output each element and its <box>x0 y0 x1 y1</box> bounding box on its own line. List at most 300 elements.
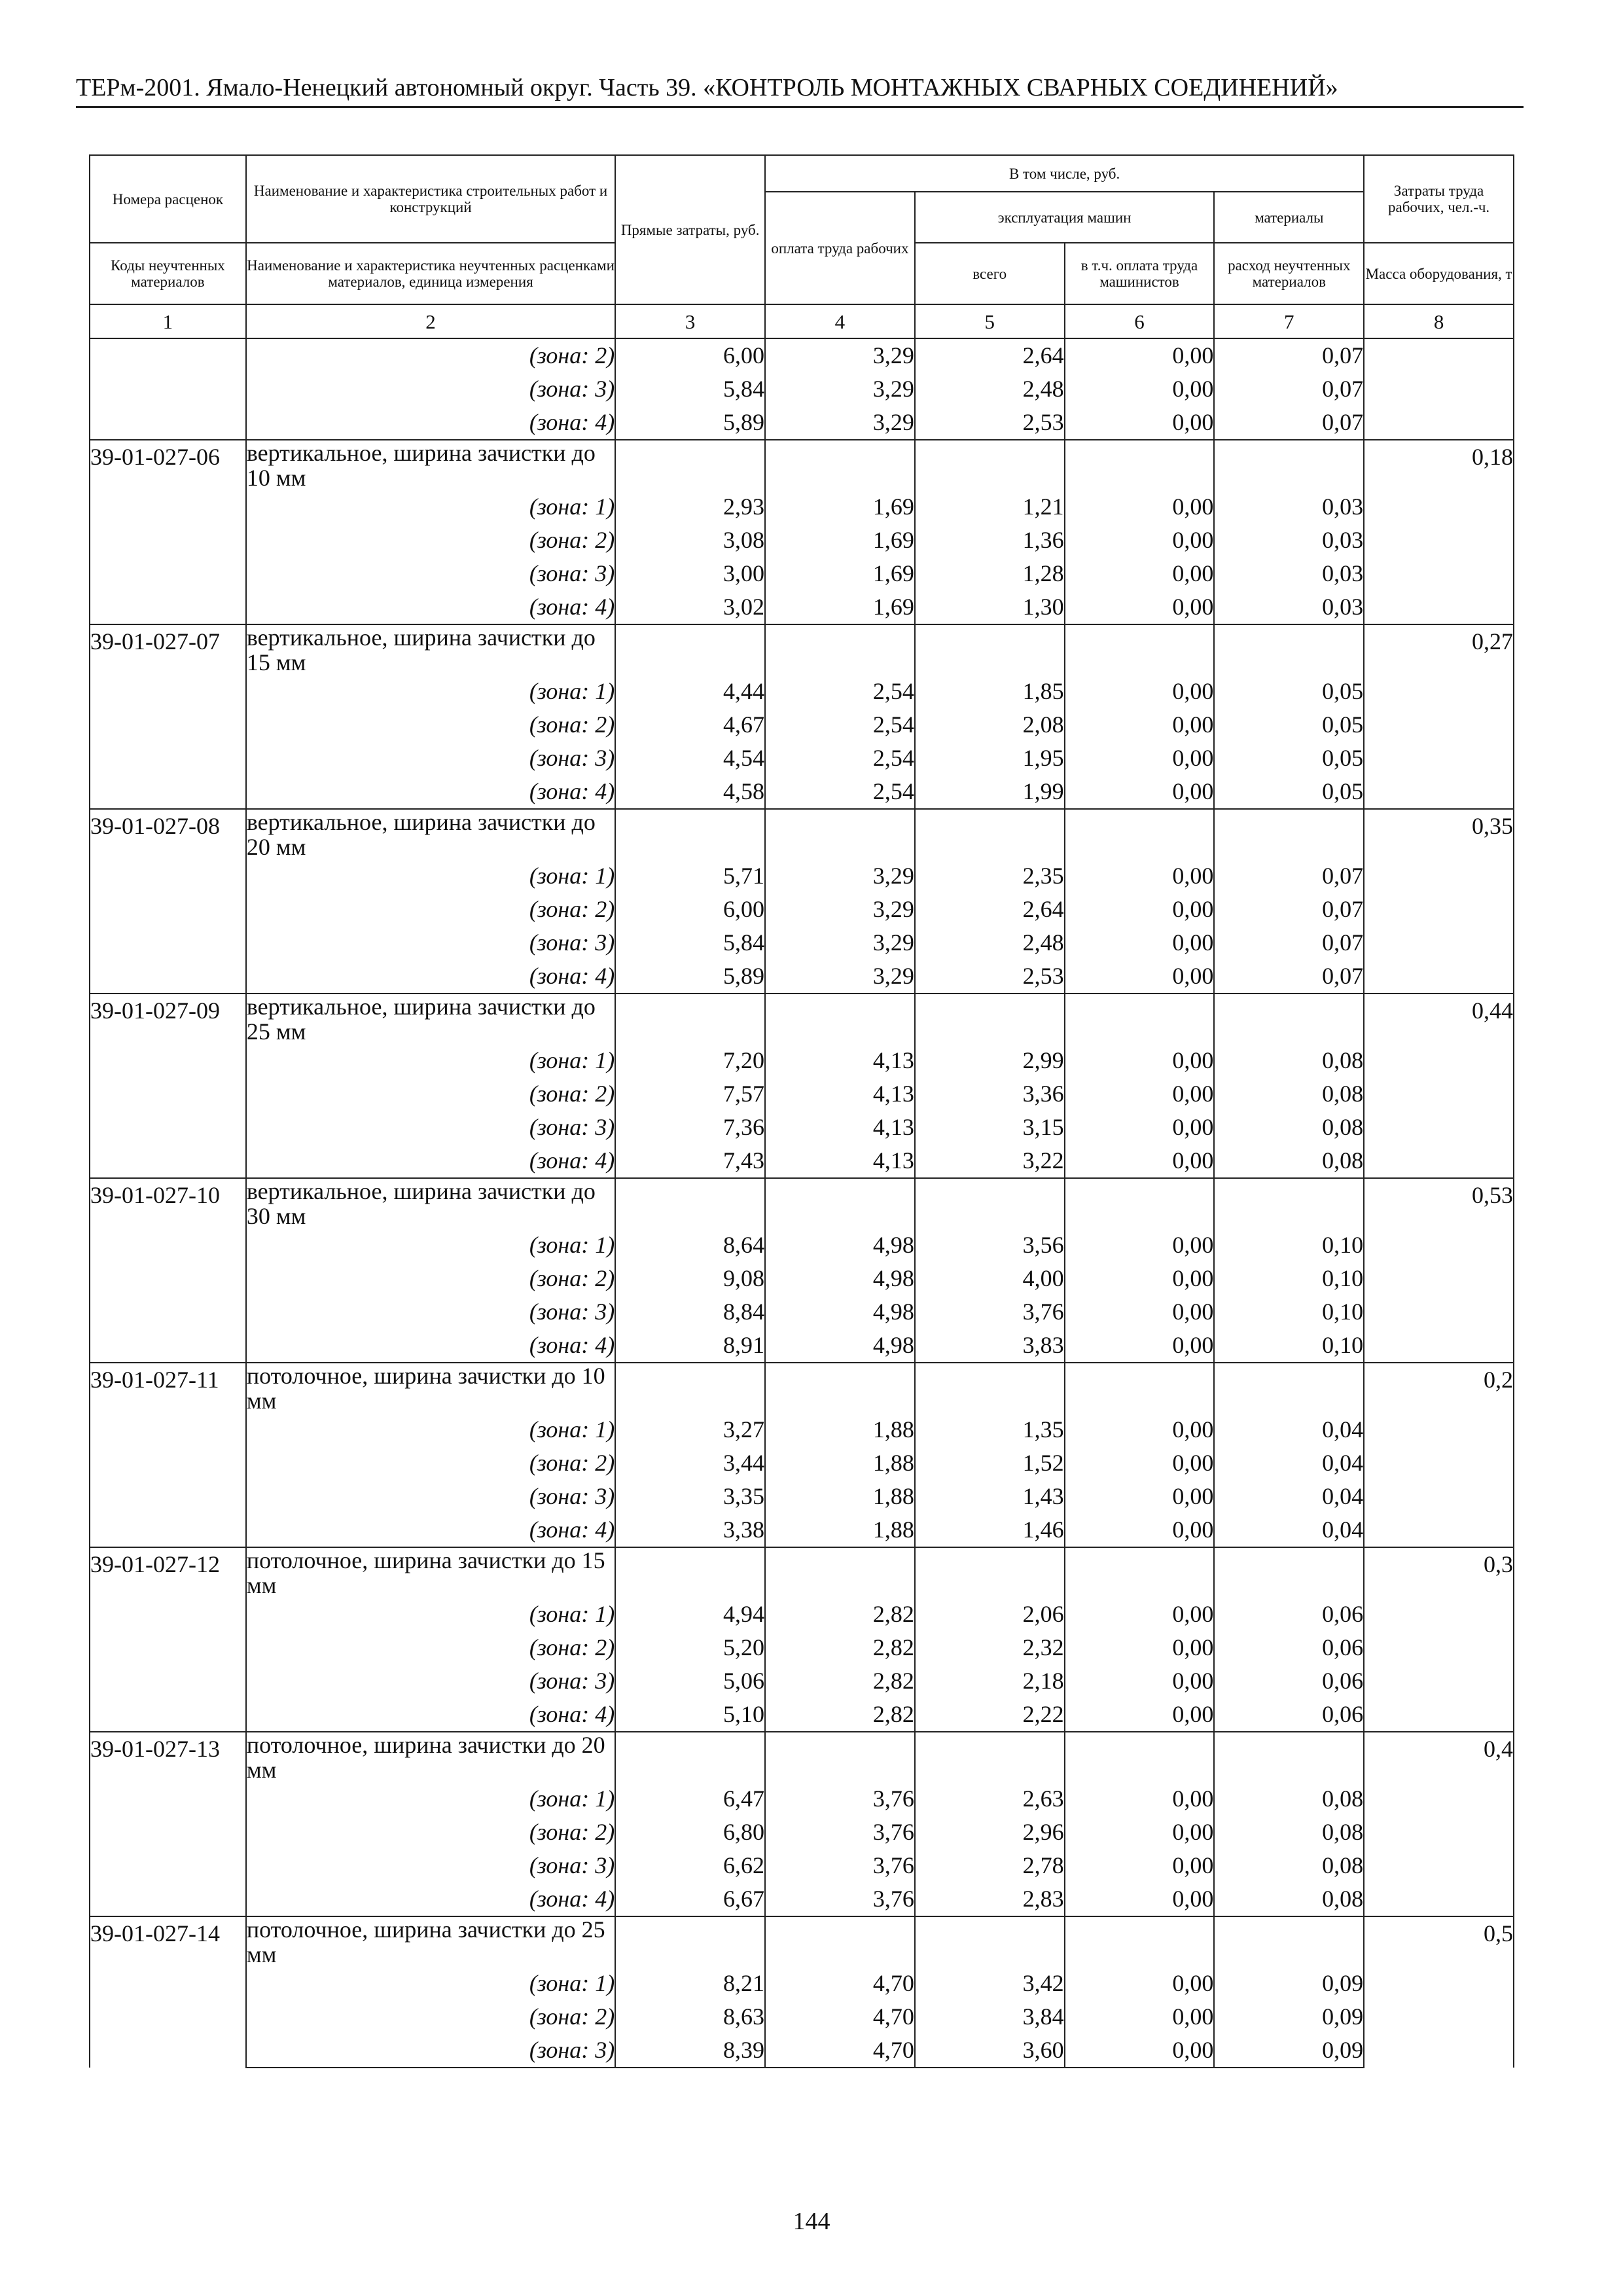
materials: 0,07 <box>1214 338 1364 372</box>
table-row <box>90 1044 1514 1077</box>
machines-total: 1,28 <box>915 557 1065 590</box>
head-material-names: Наименование и характеристика неучтенных расценками материалов, единица измерения <box>246 243 615 304</box>
table-row <box>90 338 1514 372</box>
direct-costs: 3,35 <box>615 1480 765 1513</box>
machines-total: 4,00 <box>915 1262 1065 1295</box>
empty-cell <box>1214 1732 1364 1782</box>
table-row <box>90 406 1514 440</box>
materials: 0,08 <box>1214 1816 1364 1849</box>
materials: 0,06 <box>1214 1598 1364 1631</box>
direct-costs: 6,62 <box>615 1849 765 1882</box>
workers-pay: 2,54 <box>765 742 915 775</box>
empty-cell <box>1214 809 1364 859</box>
machinists-pay: 0,00 <box>1065 1446 1215 1480</box>
zone-label: (зона: 3) <box>246 1480 615 1513</box>
table-row <box>90 372 1514 406</box>
machines-total: 3,76 <box>915 1295 1065 1329</box>
table-row <box>90 1413 1514 1446</box>
materials: 0,08 <box>1214 1882 1364 1916</box>
empty-cell <box>615 1547 765 1598</box>
direct-costs: 7,43 <box>615 1144 765 1178</box>
zone-label: (зона: 2) <box>246 708 615 742</box>
direct-costs: 5,06 <box>615 1664 765 1698</box>
workers-pay: 4,13 <box>765 1044 915 1077</box>
zone-label: (зона: 4) <box>246 1698 615 1732</box>
empty-cell <box>1214 624 1364 675</box>
materials: 0,03 <box>1214 590 1364 624</box>
labor-hours <box>1364 338 1514 440</box>
empty-cell <box>615 1916 765 1967</box>
materials: 0,03 <box>1214 490 1364 524</box>
labor-hours: 0,3 <box>1364 1547 1514 1732</box>
workers-pay: 4,13 <box>765 1077 915 1111</box>
workers-pay: 2,82 <box>765 1698 915 1732</box>
empty-cell <box>1214 1363 1364 1413</box>
direct-costs: 4,58 <box>615 775 765 809</box>
zone-label: (зона: 3) <box>246 2034 615 2068</box>
machinists-pay: 0,00 <box>1065 1698 1215 1732</box>
zone-label: (зона: 1) <box>246 859 615 893</box>
zone-label: (зона: 4) <box>246 775 615 809</box>
zone-label: (зона: 1) <box>246 675 615 708</box>
materials: 0,08 <box>1214 1111 1364 1144</box>
empty-cell <box>915 1178 1065 1229</box>
machinists-pay: 0,00 <box>1065 675 1215 708</box>
zone-label: (зона: 2) <box>246 1262 615 1295</box>
work-name: вертикальное, ширина зачистки до 10 мм <box>246 440 615 490</box>
materials: 0,10 <box>1214 1329 1364 1363</box>
table-row <box>90 1480 1514 1513</box>
work-name: потолочное, ширина зачистки до 25 мм <box>246 1916 615 1967</box>
workers-pay: 3,29 <box>765 859 915 893</box>
empty-cell <box>765 1178 915 1229</box>
machinists-pay: 0,00 <box>1065 708 1215 742</box>
materials: 0,09 <box>1214 1967 1364 2000</box>
workers-pay: 4,98 <box>765 1262 915 1295</box>
zone-label: (зона: 2) <box>246 1446 615 1480</box>
rates-table <box>89 154 1514 2068</box>
direct-costs: 3,44 <box>615 1446 765 1480</box>
zone-label: (зона: 4) <box>246 1144 615 1178</box>
machines-total: 3,83 <box>915 1329 1065 1363</box>
workers-pay: 3,29 <box>765 338 915 372</box>
materials: 0,06 <box>1214 1631 1364 1664</box>
materials: 0,04 <box>1214 1513 1364 1547</box>
machinists-pay: 0,00 <box>1065 1513 1215 1547</box>
machinists-pay: 0,00 <box>1065 1480 1215 1513</box>
machines-total: 1,46 <box>915 1513 1065 1547</box>
empty-cell <box>765 1363 915 1413</box>
machines-total: 2,48 <box>915 372 1065 406</box>
table-row <box>90 1329 1514 1363</box>
head-unaccounted-materials: расход неучтенных материалов <box>1214 243 1364 304</box>
empty-cell <box>615 1732 765 1782</box>
zone-label: (зона: 2) <box>246 524 615 557</box>
empty-cell <box>765 440 915 490</box>
machinists-pay: 0,00 <box>1065 1882 1215 1916</box>
zone-label: (зона: 3) <box>246 557 615 590</box>
workers-pay: 4,13 <box>765 1111 915 1144</box>
machines-total: 3,22 <box>915 1144 1065 1178</box>
machinists-pay: 0,00 <box>1065 1598 1215 1631</box>
table-row <box>90 1732 1514 1782</box>
table-row <box>90 859 1514 893</box>
machines-total: 1,43 <box>915 1480 1065 1513</box>
empty-cell <box>615 809 765 859</box>
empty-cell <box>1214 1178 1364 1229</box>
table-body <box>90 338 1514 2068</box>
column-numbers-row <box>90 304 1514 338</box>
materials: 0,08 <box>1214 1782 1364 1816</box>
empty-cell <box>765 1547 915 1598</box>
column-number: 1 <box>90 304 246 338</box>
rate-code: 39-01-027-10 <box>90 1178 246 1363</box>
workers-pay: 2,54 <box>765 708 915 742</box>
workers-pay: 1,88 <box>765 1413 915 1446</box>
materials: 0,08 <box>1214 1077 1364 1111</box>
table-row <box>90 893 1514 926</box>
machines-total: 2,06 <box>915 1598 1065 1631</box>
table-row <box>90 1816 1514 1849</box>
direct-costs: 3,02 <box>615 590 765 624</box>
materials: 0,08 <box>1214 1144 1364 1178</box>
rate-code: 39-01-027-06 <box>90 440 246 624</box>
head-machinists-pay: в т.ч. оплата труда машинистов <box>1065 243 1215 304</box>
machinists-pay: 0,00 <box>1065 338 1215 372</box>
table-row <box>90 1598 1514 1631</box>
work-name: вертикальное, ширина зачистки до 30 мм <box>246 1178 615 1229</box>
machinists-pay: 0,00 <box>1065 893 1215 926</box>
rate-code: 39-01-027-12 <box>90 1547 246 1732</box>
machines-total: 1,85 <box>915 675 1065 708</box>
zone-label: (зона: 3) <box>246 1295 615 1329</box>
machinists-pay: 0,00 <box>1065 590 1215 624</box>
zone-label: (зона: 3) <box>246 1111 615 1144</box>
table-row <box>90 1547 1514 1598</box>
machinists-pay: 0,00 <box>1065 1816 1215 1849</box>
table-row <box>90 926 1514 960</box>
head-including: В том числе, руб. <box>765 155 1364 192</box>
column-number: 3 <box>615 304 765 338</box>
empty-cell <box>1214 1916 1364 1967</box>
materials: 0,07 <box>1214 893 1364 926</box>
table-row <box>90 1178 1514 1229</box>
table-head <box>90 155 1514 338</box>
direct-costs: 5,89 <box>615 960 765 994</box>
zone-label: (зона: 1) <box>246 1413 615 1446</box>
table-row <box>90 1782 1514 1816</box>
zone-label: (зона: 1) <box>246 1229 615 1262</box>
table-row <box>90 994 1514 1044</box>
machines-total: 2,78 <box>915 1849 1065 1882</box>
zone-label: (зона: 4) <box>246 406 615 440</box>
zone-label: (зона: 1) <box>246 1044 615 1077</box>
empty-cell <box>1065 1363 1215 1413</box>
empty-cell <box>915 1732 1065 1782</box>
workers-pay: 2,82 <box>765 1631 915 1664</box>
direct-costs: 5,20 <box>615 1631 765 1664</box>
materials: 0,03 <box>1214 524 1364 557</box>
zone-label: (зона: 2) <box>246 1816 615 1849</box>
head-equipment-mass: Масса оборудования, т <box>1364 243 1514 304</box>
machinists-pay: 0,00 <box>1065 406 1215 440</box>
machines-total: 2,35 <box>915 859 1065 893</box>
work-name: потолочное, ширина зачистки до 20 мм <box>246 1732 615 1782</box>
materials: 0,04 <box>1214 1446 1364 1480</box>
machines-total: 3,42 <box>915 1967 1065 2000</box>
direct-costs: 8,84 <box>615 1295 765 1329</box>
direct-costs: 8,64 <box>615 1229 765 1262</box>
materials: 0,07 <box>1214 406 1364 440</box>
empty-cell <box>765 624 915 675</box>
machinists-pay: 0,00 <box>1065 742 1215 775</box>
running-header: ТЕРм-2001. Ямало-Ненецкий автономный округ. Часть 39. «КОНТРОЛЬ МОНТАЖНЫХ СВАРНЫХ СОЕДИНЕНИЙ» <box>76 74 1338 101</box>
zone-label: (зона: 4) <box>246 960 615 994</box>
machinists-pay: 0,00 <box>1065 1144 1215 1178</box>
empty-cell <box>615 440 765 490</box>
machines-total: 2,53 <box>915 960 1065 994</box>
head-materials: материалы <box>1214 192 1364 243</box>
workers-pay: 1,88 <box>765 1480 915 1513</box>
table-row <box>90 524 1514 557</box>
table-row <box>90 1144 1514 1178</box>
machinists-pay: 0,00 <box>1065 1262 1215 1295</box>
machinists-pay: 0,00 <box>1065 1413 1215 1446</box>
machines-total: 1,99 <box>915 775 1065 809</box>
head-labor-hours: Затраты труда рабочих, чел.-ч. <box>1364 155 1514 243</box>
zone-label: (зона: 2) <box>246 893 615 926</box>
workers-pay: 2,82 <box>765 1598 915 1631</box>
machines-total: 3,36 <box>915 1077 1065 1111</box>
machinists-pay: 0,00 <box>1065 775 1215 809</box>
empty-cell <box>615 1363 765 1413</box>
column-number: 5 <box>915 304 1065 338</box>
workers-pay: 4,70 <box>765 2000 915 2034</box>
empty-cell <box>1065 994 1215 1044</box>
workers-pay: 2,82 <box>765 1664 915 1698</box>
head-material-codes: Коды неучтенных материалов <box>90 243 246 304</box>
machinists-pay: 0,00 <box>1065 1631 1215 1664</box>
machines-total: 1,35 <box>915 1413 1065 1446</box>
empty-cell <box>915 809 1065 859</box>
labor-hours: 0,2 <box>1364 1363 1514 1547</box>
machinists-pay: 0,00 <box>1065 1044 1215 1077</box>
machinists-pay: 0,00 <box>1065 1664 1215 1698</box>
machines-total: 2,32 <box>915 1631 1065 1664</box>
workers-pay: 4,98 <box>765 1229 915 1262</box>
rate-code: 39-01-027-13 <box>90 1732 246 1916</box>
zone-label: (зона: 2) <box>246 1077 615 1111</box>
zone-label: (зона: 1) <box>246 1598 615 1631</box>
machinists-pay: 0,00 <box>1065 490 1215 524</box>
direct-costs: 4,54 <box>615 742 765 775</box>
labor-hours: 0,35 <box>1364 809 1514 994</box>
work-name: потолочное, ширина зачистки до 15 мм <box>246 1547 615 1598</box>
materials: 0,05 <box>1214 775 1364 809</box>
workers-pay: 3,29 <box>765 406 915 440</box>
machines-total: 3,56 <box>915 1229 1065 1262</box>
table-row <box>90 1849 1514 1882</box>
machinists-pay: 0,00 <box>1065 557 1215 590</box>
direct-costs: 6,00 <box>615 893 765 926</box>
direct-costs: 8,39 <box>615 2034 765 2068</box>
labor-hours: 0,4 <box>1364 1732 1514 1916</box>
direct-costs: 3,38 <box>615 1513 765 1547</box>
machinists-pay: 0,00 <box>1065 1782 1215 1816</box>
empty-cell <box>1065 1732 1215 1782</box>
empty-cell <box>1065 1916 1215 1967</box>
table-row <box>90 1698 1514 1732</box>
workers-pay: 4,98 <box>765 1295 915 1329</box>
table-row <box>90 1882 1514 1916</box>
materials: 0,10 <box>1214 1295 1364 1329</box>
direct-costs: 2,93 <box>615 490 765 524</box>
table-row <box>90 1664 1514 1698</box>
materials: 0,05 <box>1214 708 1364 742</box>
workers-pay: 1,69 <box>765 590 915 624</box>
zone-label: (зона: 3) <box>246 1664 615 1698</box>
head-machines-total: всего <box>915 243 1065 304</box>
machines-total: 2,22 <box>915 1698 1065 1732</box>
workers-pay: 1,69 <box>765 557 915 590</box>
zone-label: (зона: 4) <box>246 1329 615 1363</box>
zone-label: (зона: 2) <box>246 1631 615 1664</box>
rate-code: 39-01-027-11 <box>90 1363 246 1547</box>
materials: 0,08 <box>1214 1849 1364 1882</box>
head-direct-costs: Прямые затраты, руб. <box>615 155 765 304</box>
machinists-pay: 0,00 <box>1065 2034 1215 2068</box>
machines-total: 2,64 <box>915 338 1065 372</box>
machines-total: 1,30 <box>915 590 1065 624</box>
direct-costs: 5,84 <box>615 372 765 406</box>
workers-pay: 3,76 <box>765 1849 915 1882</box>
zone-label: (зона: 1) <box>246 1967 615 2000</box>
machinists-pay: 0,00 <box>1065 1077 1215 1111</box>
empty-cell <box>765 1732 915 1782</box>
labor-hours: 0,18 <box>1364 440 1514 624</box>
labor-hours: 0,44 <box>1364 994 1514 1178</box>
table-row <box>90 1229 1514 1262</box>
table-row <box>90 809 1514 859</box>
empty-cell <box>915 1363 1065 1413</box>
column-number: 2 <box>246 304 615 338</box>
table-row <box>90 1295 1514 1329</box>
workers-pay: 4,13 <box>765 1144 915 1178</box>
empty-cell <box>915 1916 1065 1967</box>
materials: 0,07 <box>1214 960 1364 994</box>
direct-costs: 4,44 <box>615 675 765 708</box>
head-work-name: Наименование и характеристика строительных работ и конструкций <box>246 155 615 243</box>
direct-costs: 8,21 <box>615 1967 765 2000</box>
direct-costs: 6,47 <box>615 1782 765 1816</box>
materials: 0,04 <box>1214 1480 1364 1513</box>
table-row <box>90 557 1514 590</box>
direct-costs: 4,94 <box>615 1598 765 1631</box>
workers-pay: 1,69 <box>765 524 915 557</box>
empty-cell <box>1065 809 1215 859</box>
head-machines: эксплуатация машин <box>915 192 1215 243</box>
machinists-pay: 0,00 <box>1065 1849 1215 1882</box>
empty-cell <box>1214 440 1364 490</box>
zone-label: (зона: 2) <box>246 338 615 372</box>
table-row <box>90 1513 1514 1547</box>
table-row <box>90 624 1514 675</box>
table-row <box>90 1077 1514 1111</box>
zone-label: (зона: 1) <box>246 490 615 524</box>
empty-cell <box>1214 994 1364 1044</box>
machinists-pay: 0,00 <box>1065 1111 1215 1144</box>
table-row <box>90 1363 1514 1413</box>
empty-cell <box>615 994 765 1044</box>
table-row <box>90 440 1514 490</box>
machines-total: 2,96 <box>915 1816 1065 1849</box>
workers-pay: 3,76 <box>765 1816 915 1849</box>
empty-cell <box>915 624 1065 675</box>
machinists-pay: 0,00 <box>1065 1967 1215 2000</box>
machines-total: 1,52 <box>915 1446 1065 1480</box>
labor-hours: 0,27 <box>1364 624 1514 809</box>
direct-costs: 3,08 <box>615 524 765 557</box>
workers-pay: 3,76 <box>765 1882 915 1916</box>
work-name: потолочное, ширина зачистки до 10 мм <box>246 1363 615 1413</box>
table-row <box>90 2000 1514 2034</box>
empty-cell <box>915 440 1065 490</box>
empty-cell <box>915 994 1065 1044</box>
machinists-pay: 0,00 <box>1065 2000 1215 2034</box>
table-row <box>90 675 1514 708</box>
empty-cell <box>615 1178 765 1229</box>
machines-total: 2,08 <box>915 708 1065 742</box>
workers-pay: 2,54 <box>765 675 915 708</box>
machinists-pay: 0,00 <box>1065 960 1215 994</box>
materials: 0,05 <box>1214 742 1364 775</box>
workers-pay: 1,88 <box>765 1513 915 1547</box>
direct-costs: 5,71 <box>615 859 765 893</box>
direct-costs: 9,08 <box>615 1262 765 1295</box>
machines-total: 3,84 <box>915 2000 1065 2034</box>
head-rate-numbers: Номера расценок <box>90 155 246 243</box>
direct-costs: 4,67 <box>615 708 765 742</box>
machines-total: 2,53 <box>915 406 1065 440</box>
direct-costs: 6,80 <box>615 1816 765 1849</box>
materials: 0,10 <box>1214 1262 1364 1295</box>
empty-cell <box>915 1547 1065 1598</box>
machinists-pay: 0,00 <box>1065 1229 1215 1262</box>
zone-label: (зона: 1) <box>246 1782 615 1816</box>
table-row <box>90 1967 1514 2000</box>
empty-cell <box>1065 624 1215 675</box>
page-number: 144 <box>793 2208 830 2235</box>
direct-costs: 5,84 <box>615 926 765 960</box>
machinists-pay: 0,00 <box>1065 859 1215 893</box>
empty-cell <box>765 1916 915 1967</box>
workers-pay: 3,29 <box>765 960 915 994</box>
zone-label: (зона: 4) <box>246 1513 615 1547</box>
machines-total: 2,64 <box>915 893 1065 926</box>
workers-pay: 3,76 <box>765 1782 915 1816</box>
direct-costs: 7,36 <box>615 1111 765 1144</box>
direct-costs: 7,57 <box>615 1077 765 1111</box>
rate-code: 39-01-027-08 <box>90 809 246 994</box>
work-name: вертикальное, ширина зачистки до 20 мм <box>246 809 615 859</box>
materials: 0,09 <box>1214 2000 1364 2034</box>
workers-pay: 3,29 <box>765 926 915 960</box>
machines-total: 2,63 <box>915 1782 1065 1816</box>
workers-pay: 3,29 <box>765 893 915 926</box>
table-row <box>90 742 1514 775</box>
machines-total: 3,15 <box>915 1111 1065 1144</box>
rate-code: 39-01-027-07 <box>90 624 246 809</box>
